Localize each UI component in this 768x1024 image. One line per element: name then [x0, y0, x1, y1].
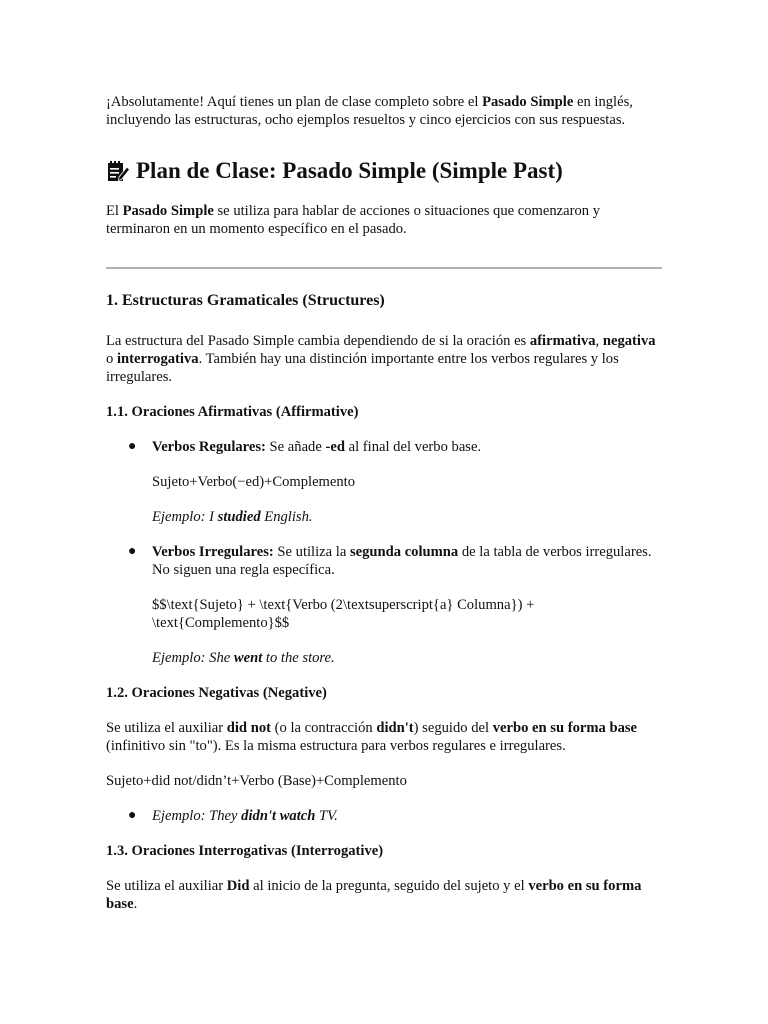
section-divider — [106, 267, 662, 269]
para-bold: Did — [226, 878, 250, 894]
formula-line: $$\text{Sujeto} + \text{Verbo (2\textsuperscript{a} Columna}) + — [152, 597, 535, 613]
negative-list — [106, 807, 666, 825]
para-bold: verbo en su forma base — [492, 720, 638, 736]
example-text: Ejemplo: They — [152, 808, 242, 824]
example-negative — [152, 807, 666, 825]
regular-description — [152, 438, 666, 456]
bullet-icon: ● — [128, 544, 137, 559]
para-text: (infinitivo sin "to"). Es la misma estructura para verbos regulares e irregulares. — [106, 738, 566, 754]
para-text: al inicio de la pregunta, seguido del sujeto y el — [249, 878, 529, 894]
item-bold: segunda columna — [349, 544, 459, 560]
item-label: Verbos Irregulares: — [152, 544, 274, 560]
para-bold: did not — [226, 720, 271, 736]
memo-icon — [106, 159, 130, 183]
example-text: to the store. — [262, 650, 335, 666]
item-label: Verbos Regulares: — [152, 439, 266, 455]
lead-bold: Pasado Simple — [122, 203, 214, 219]
para-bold: didn't — [376, 720, 414, 736]
example-text: TV. — [315, 808, 338, 824]
subsection-heading-negative: 1.2. Oraciones Negativas (Negative) — [106, 685, 327, 701]
para-bold: negativa — [602, 333, 656, 349]
bullet-icon: ● — [128, 439, 137, 454]
interrogative-paragraph — [106, 877, 666, 913]
item-text: al final del verbo base. — [344, 439, 482, 455]
lead-text: El — [106, 203, 123, 219]
para-text: ) seguido del — [413, 720, 493, 736]
formula-negative: Sujeto+did not/didn’t+Verbo (Base)+Complemento — [106, 773, 407, 789]
para-bold: afirmativa — [529, 333, 596, 349]
intro-text-end: en inglés, incluyendo las estructuras, ocho ejemplos resueltos y cinco ejercicios con sus respuestas. — [106, 94, 633, 128]
intro-paragraph — [106, 93, 666, 129]
item-bold: -ed — [325, 439, 345, 455]
para-text: La estructura del Pasado Simple cambia dependiendo de si la oración es — [106, 333, 530, 349]
affirmative-list — [106, 438, 666, 667]
formula-line: \text{Complemento}$$ — [152, 615, 290, 631]
formula-irregular — [152, 596, 666, 632]
para-text: Se utiliza el auxiliar — [106, 878, 227, 894]
intro-bold: Pasado Simple — [482, 94, 574, 110]
para-bold: interrogativa — [116, 351, 199, 367]
example-irregular — [152, 649, 666, 667]
subsection-heading-affirmative: 1.1. Oraciones Afirmativas (Affirmative) — [106, 404, 359, 420]
list-item-regular — [106, 438, 666, 526]
item-text: Se utiliza la — [273, 544, 350, 560]
example-text: Ejemplo: She — [152, 650, 234, 666]
formula-regular: Sujeto+Verbo(−ed)+Complemento — [152, 474, 356, 490]
negative-paragraph — [106, 719, 666, 755]
para-text: . También hay una distinción importante entre los verbos regulares y los irregulares. — [106, 351, 619, 385]
page-title-text: Plan de Clase: Pasado Simple (Simple Past) — [136, 158, 563, 183]
bullet-icon: ● — [128, 808, 137, 823]
lead-text-end: se utiliza para hablar de acciones o situaciones que comenzaron y terminaron en un momento específico en el pasado. — [106, 203, 601, 237]
para-text: (o la contracción — [270, 720, 377, 736]
example-regular — [152, 508, 666, 526]
section-heading: 1. Estructuras Gramaticales (Structures) — [106, 292, 385, 309]
page-title — [106, 157, 666, 185]
para-text: , — [595, 333, 603, 349]
list-item-negative-example — [106, 807, 666, 825]
para-bold: verbo en su forma base — [106, 878, 642, 912]
item-text: Se añade — [265, 439, 326, 455]
irregular-description — [152, 543, 666, 579]
subsection-heading-interrogative: 1.3. Oraciones Interrogativas (Interrogative) — [106, 843, 384, 859]
item-text: de la tabla de verbos irregulares. No siguen una regla específica. — [152, 544, 652, 578]
para-text: . — [133, 896, 138, 912]
example-bold: studied — [217, 509, 261, 525]
document-page — [106, 93, 666, 930]
structure-paragraph — [106, 332, 666, 386]
para-text: o — [106, 351, 117, 367]
para-text: Se utiliza el auxiliar — [106, 720, 227, 736]
intro-text: ¡Absolutamente! Aquí tienes un plan de clase completo sobre el — [106, 94, 483, 110]
example-bold: didn't watch — [241, 808, 316, 824]
example-text: English. — [260, 509, 313, 525]
example-bold: went — [233, 650, 263, 666]
list-item-irregular — [106, 543, 666, 667]
lead-paragraph — [106, 202, 666, 238]
example-text: Ejemplo: I — [152, 509, 218, 525]
